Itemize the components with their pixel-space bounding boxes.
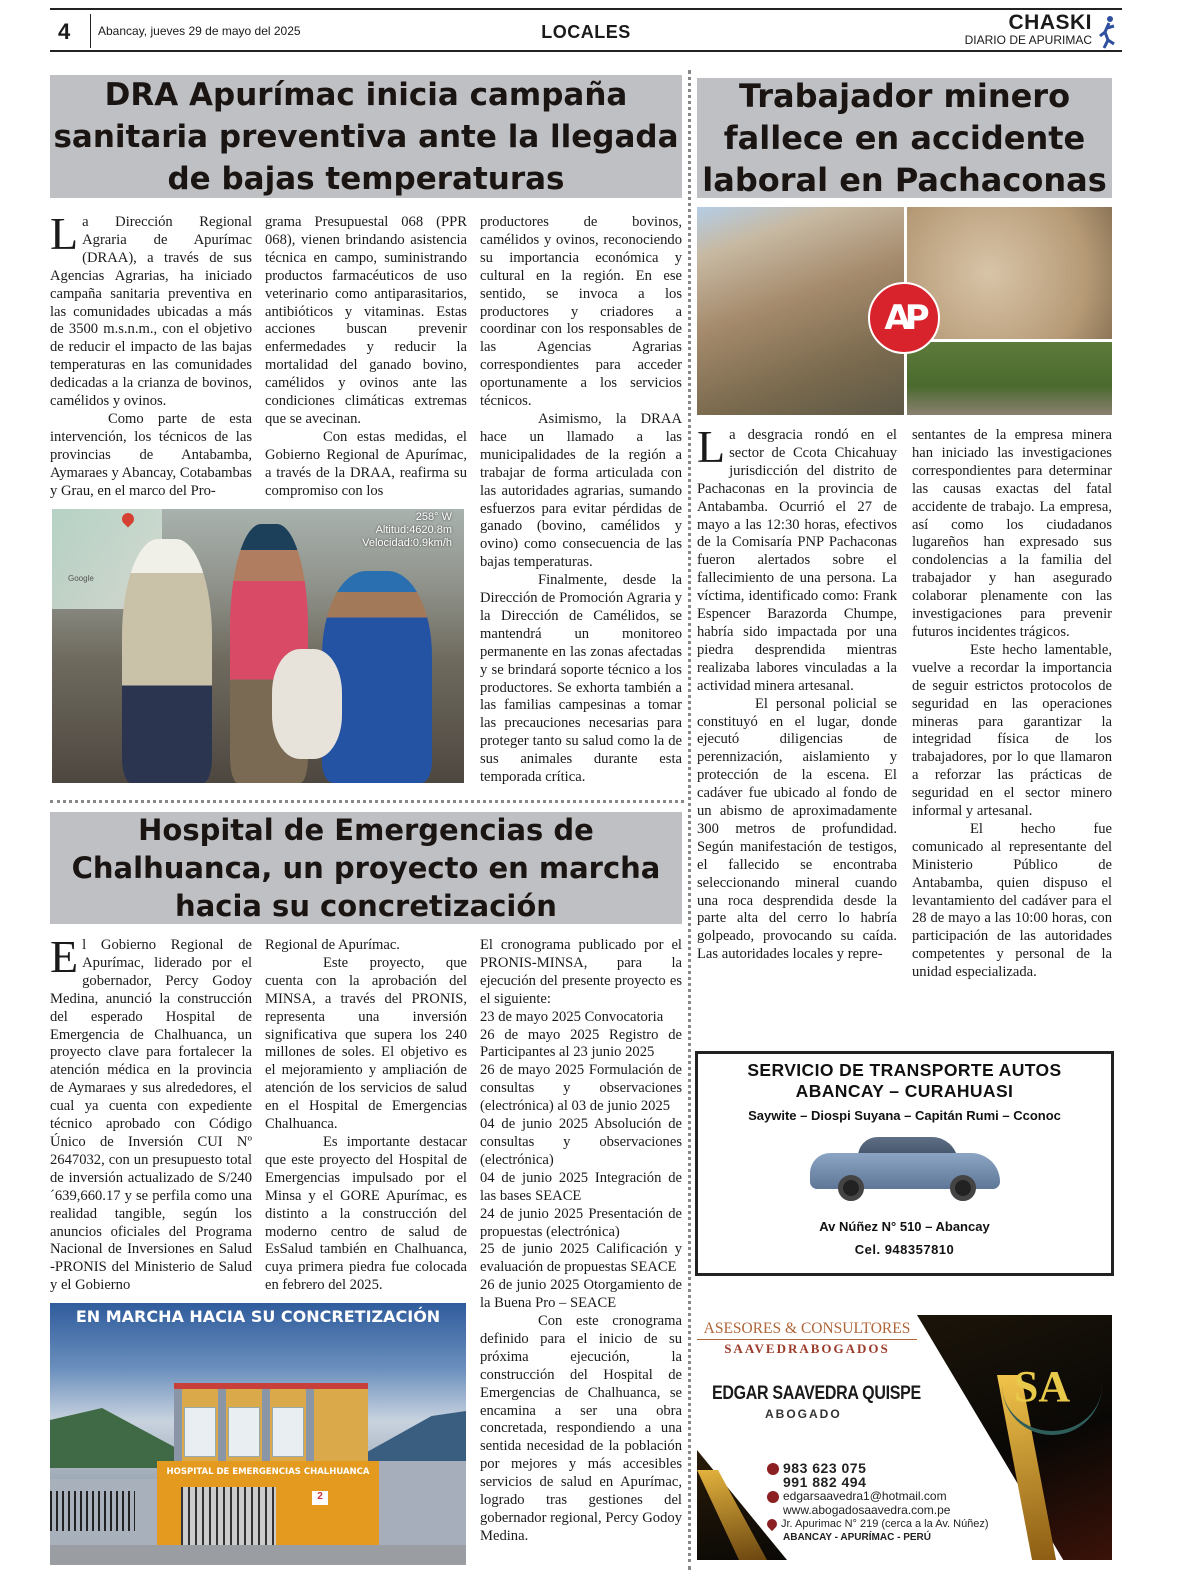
paragraph: productores de bovinos, camélidos y ovinos, reconociendo su importancia económica y cultural en la región. En ese sentido, se invoca a los productores y criadores a coordinar con los responsables de las Agencias Agrarias correspondientes para acceder oportunamente a los servicios técnicos. — [480, 214, 682, 410]
paragraph: Con estas medidas, el Gobierno Regional de Apurímac, a través de la DRAA, reafirma su compromiso con los — [265, 428, 467, 499]
phone-icon — [767, 1463, 779, 1475]
paragraph: El cronograma publicado por el PRONIS-MINSA, para la ejecución del presente proyecto es el siguiente: — [480, 937, 682, 1007]
sidewalk — [50, 1545, 466, 1565]
paragraph: l Gobierno Regional de Apurímac, liderado por el gobernador, Percy Godoy Medina, anunció la construcción del esperado Hospital de Emergencia de Chalhuanca, un proyecto clave para fortalecer la atención médica en la provincia de Aymaraes y sus alrededores, el cual ya cuenta con expediente técnico aprobado con Código Único de Inversión CUI Nº 2647032, con un presupuesto total de inversión actualizado de S/240´639,660.17 y se perfila como una realidad tangible, según los anuncios oficiales del Programa Nacional de Inversiones en Salud -PRONIS del Ministerio de Salud y el Gobierno — [50, 937, 252, 1294]
newspaper-brand — [965, 12, 1092, 47]
contact-block — [767, 1461, 989, 1545]
firm-brand: SAAVEDRABOGADOS — [724, 1341, 890, 1356]
vegetation-photo — [907, 342, 1112, 415]
car-image — [810, 1135, 1000, 1199]
website: www.abogadosaavedra.com.pe — [783, 1503, 951, 1518]
building-window — [184, 1407, 216, 1457]
brand-name: CHASKI — [1008, 11, 1092, 34]
hospital-column-1 — [50, 931, 252, 1295]
building-pillar — [218, 1389, 226, 1461]
minero-column-1 — [697, 421, 897, 964]
paragraph: Con este cronograma definido para el inicio de su próxima ejecución, la construcción del Hospital de Emergencias de Chalhuanca, se encamina a ser una obra concretada, respondiendo a una sentida necesidad de la población por mejores y más accesibles servicios de salud en Apurímac, logrado tras gestiones del gobernador regional, Percy Godoy Medina. — [480, 1313, 682, 1544]
article-separator — [50, 800, 684, 803]
paragraph: Como parte de esta intervención, los técnicos de las provincias de Antabamba, Aymaraes y Abancay, Cotabambas y Grau, en el marco del Pro- — [50, 410, 252, 499]
minero-column-2 — [912, 427, 1112, 982]
building-pillar — [174, 1389, 182, 1461]
schedule-item: 25 de junio 2025 Calificación y evaluación de propuestas SEACE — [480, 1241, 682, 1276]
schedule-item: 26 de mayo 2025 Registro de Participantes al 23 junio 2025 — [480, 1026, 682, 1061]
dra-column-3 — [480, 214, 682, 787]
gps-altitude: Altitud:4620.8m — [375, 524, 452, 536]
ad-title-line: ABANCAY – CURAHUASI — [795, 1081, 1014, 1101]
paragraph: sentantes de la empresa minera han iniciado las investigaciones correspondientes para determinar las causas exactas del fatal accidente de trabajo. La empresa, así como los ciudadanos lugareños han expresado sus condolencias a la familia del trabajador y han asegurado colaborar plenamente con las investigaciones para prevenir futuros incidentes trágicos. — [912, 427, 1112, 640]
paragraph: Asimismo, la DRAA hace un llamado a las municipalidades de la región a trabajar de forma articulada con las autoridades agrarias, sumando esfuerzos para evitar pérdidas de ganado (bovino, camélidos y ovino) como consecuencia de las bajas temperaturas. — [480, 410, 682, 571]
paragraph: Finalmente, desde la Dirección de Promoción Agraria y la Dirección de Camélidos, se mantendrá un monitoreo permanente en las zonas afectadas y se brindará soporte técnico a los productores. Se exhorta también a las familias campesinas a tomar las precauciones necesarias para proteger tanto su salud como la de sus animales durante esta temporada crítica. — [480, 572, 682, 786]
dra-column-1 — [50, 208, 252, 501]
perimeter-wall — [379, 1461, 466, 1545]
column-separator — [688, 70, 691, 1570]
hospital-rendering-photo — [50, 1303, 466, 1565]
ad-title — [698, 1060, 1111, 1102]
paragraph: El personal policial se constituyó en el lugar, donde ejecutó diligencias de perennización, aislamiento y protección de la escena. El cadáver fue ubicado al fondo de un abismo de aproximadamente 300 metros de profundidad. Según manifestación de testigos, el fallecido se encontraba seleccionando mineral cuando una roca desprendida desde la parte alta del cerro lo habría golpeado, provocando su caída. Las autoridades locales y repre- — [697, 695, 897, 963]
building-pillar — [262, 1389, 270, 1461]
paragraph: grama Presupuestal 068 (PPR 068), vienen brindando asistencia técnica en campo, suministrando productos farmacéuticos de uso veterinario como antiparasitarios, antibióticos y vitaminas. Estas acciones buscan prevenir enfermedades y reducir la mortalidad del ganado bovino, camélidos y ovinos ante las condiciones climáticas extremas que se avecinan. — [265, 214, 467, 427]
ad-phone: Cel. 948357810 — [854, 1242, 955, 1257]
paragraph: Este hecho lamentable, vuelve a recordar la importancia de seguir estrictos protocolos de seguridad en las operaciones mineras para garantizar la integridad física de los trabajadores, por lo que llamaron a reforzar las prácticas de seguridad en el sector minero informal y artesanal. — [912, 641, 1112, 820]
lawyer-name: EDGAR SAAVEDRA QUISPE — [712, 1383, 921, 1404]
lawyer-business-card-ad — [697, 1315, 1112, 1560]
schedule-item: 26 de junio 2025 Otorgamiento de la Buena Pro – SEACE — [480, 1277, 682, 1312]
schedule-item: 23 de mayo 2025 Convocatoria — [480, 1008, 664, 1025]
photo-banner: EN MARCHA HACIA SU CONCRETIZACIÓN — [75, 1307, 441, 1326]
building-window — [272, 1407, 304, 1457]
mine-accident-photo-collage — [697, 207, 1112, 415]
minero-headline: Trabajador minero fallece en accidente laboral en Pachaconas — [697, 78, 1112, 198]
phone-number: 983 623 075 — [783, 1460, 867, 1476]
hospital-column-2 — [265, 937, 467, 1295]
brand-subtitle: DIARIO DE APURIMAC — [964, 33, 1092, 47]
section-title: LOCALES — [541, 22, 631, 42]
hospital-column-3 — [480, 937, 682, 1546]
paragraph: a desgracia rondó en el sector de Ccota Chicahuay jurisdicción del distrito de Pachaconas en la provincia de Antabamba. Ocurrió el 27 de mayo a las 12:30 horas, efectivos de la Comisaría PNP Pachaconas fueron alertados sobre el fallecimiento de una persona. La víctima, identificado como: Frank Espencer Barazorda Chumpe, habría sido impactada por una piedra desprendida mientras realizaba labores vinculadas a la actividad minera artesanal. — [697, 427, 897, 694]
car-wheel — [950, 1175, 976, 1201]
lawyer-title: ABOGADO — [765, 1407, 842, 1421]
dra-column-2 — [265, 214, 467, 501]
paragraph: El hecho fue comunicado al representante del Ministerio Público de Antabamba, quien dispuso el levantamiento del cadáver para el 28 de mayo a las 10:00 horas, con participación de las autoridades competentes y personal de la unidad especializada. — [912, 820, 1112, 981]
hospital-building — [174, 1383, 368, 1461]
paragraph: Regional de Apurímac. — [265, 937, 400, 953]
ad-address: Av Núñez N° 510 – Abancay — [819, 1219, 990, 1234]
dra-headline: DRA Apurímac inicia campaña sanitaria preventiva ante la llegada de bajas temperaturas — [50, 75, 682, 198]
door-number: 2 — [312, 1491, 328, 1505]
car-wheel — [838, 1175, 864, 1201]
page-number: 4 — [58, 19, 71, 44]
schedule-item: 26 de mayo 2025 Formulación de consultas y observaciones (electrónica) al 03 de junio 2025 — [480, 1062, 682, 1115]
dropcap: L — [50, 208, 79, 259]
building-window — [228, 1407, 260, 1457]
chaski-runner-icon — [1096, 14, 1120, 50]
ap-logo-icon: AP — [868, 282, 940, 354]
mountain-left — [50, 1408, 180, 1468]
schedule-item: 24 de junio 2025 Presentación de propuestas (electrónica) — [480, 1205, 682, 1240]
dropcap: E — [50, 931, 79, 982]
paragraph: Este proyecto, que cuenta con la aprobación del MINSA, a través del PRONIS, representa una inversión significativa que supera los 240 millones de soles. El objetivo es el mejoramiento y ampliación de atención de los servicios de salud en el Hospital de Emergencias Chalhuanca. — [265, 954, 467, 1133]
alpaca-figure — [272, 649, 342, 759]
transport-ad — [695, 1051, 1114, 1276]
hospital-sign: HOSPITAL DE EMERGENCIAS CHALHUANCA — [166, 1467, 370, 1477]
dropcap: L — [697, 421, 726, 472]
technician-figure — [122, 539, 212, 783]
dra-photo-livestock-treatment — [52, 509, 464, 783]
entrance-portico — [157, 1461, 379, 1557]
paragraph: a Dirección Regional Agraria de Apurímac (DRAA), a través de sus Agencias Agrarias, ha iniciado campaña sanitaria preventiva en las comunidades ubicadas a más de 3500 m.s.n.m., con el objetivo de reducir el impacto de las bajas temperaturas en las comunidades dedicadas a la crianza de bovinos, camélidos y ovinos. — [50, 214, 252, 410]
paragraph: Es importante destacar que este proyecto del Hospital de Emergencias impulsado por el Minsa y el GORE Apurímac, es distinto a la construcción del moderno centro de salud de EsSalud también en Chalhuanca, cuya primera piedra fue colocada en febrero del 2025. — [265, 1133, 467, 1294]
mountain-right — [351, 1411, 466, 1461]
phone-number: 991 882 494 — [783, 1474, 867, 1491]
hospital-headline: Hospital de Emergencias de Chalhuanca, un proyecto en marcha hacia su concretización — [50, 812, 682, 924]
masthead — [50, 8, 1122, 52]
sa-logo-icon: SA — [1013, 1362, 1071, 1411]
email-icon — [767, 1491, 779, 1503]
gps-speed: Velocidad:0.9km/h — [362, 537, 452, 549]
dateline: Abancay, jueves 29 de mayo del 2025 — [98, 24, 301, 38]
location-pin-icon — [765, 1517, 779, 1531]
ad-title-line: SERVICIO DE TRANSPORTE AUTOS — [747, 1060, 1062, 1080]
perimeter-wall — [50, 1479, 157, 1545]
address: Jr. Apurimac N° 219 (cerca a la Av. Núñez) — [781, 1518, 989, 1531]
firm-name: ASESORES & CONSULTORES — [697, 1320, 917, 1340]
gps-heading: 258° W — [415, 511, 452, 523]
building-pillar — [306, 1389, 314, 1461]
map-attribution: Google — [68, 574, 94, 583]
gps-overlay — [362, 511, 452, 550]
schedule-item: 04 de junio 2025 Absolución de consultas y observaciones (electrónica) — [480, 1116, 682, 1168]
ad-route: Saywite – Diospi Suyana – Capitán Rumi – Cconoc — [748, 1108, 1061, 1123]
email: edgarsaavedra1@hotmail.com — [783, 1489, 947, 1504]
address-city: ABANCAY - APURÍMAC - PERÚ — [783, 1532, 931, 1544]
schedule-item: 04 de junio 2025 Integración de las bases SEACE — [480, 1169, 682, 1204]
fence — [50, 1491, 135, 1531]
